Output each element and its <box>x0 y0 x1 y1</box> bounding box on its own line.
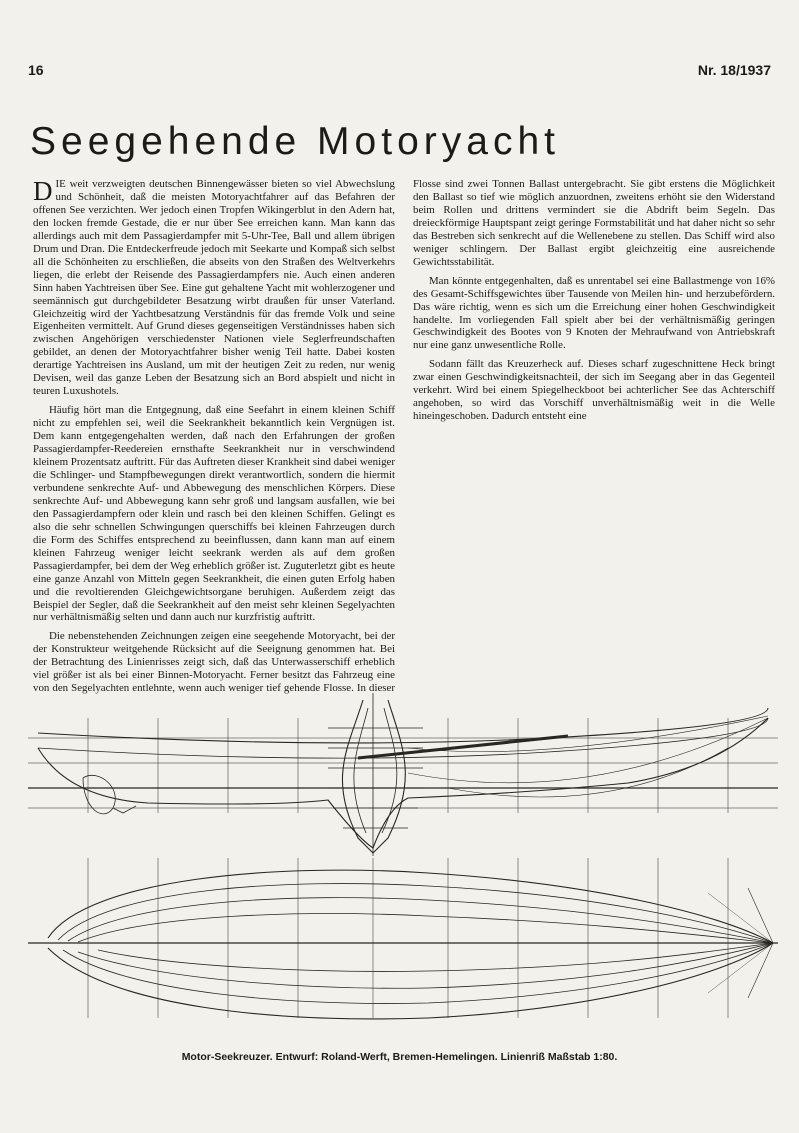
paragraph <box>33 178 395 398</box>
paragraph: Man könnte entgegenhalten, daß es unrentabel sei eine Ballastmenge von 16% des Gesamt-Schiffsgewichtes über Tausende von Meilen hin- und herzubefördern. Das wäre richtig, wenn es sich um die Erreichung einer hohen Geschwindigkeit handelte. Im vorliegenden Fall spielt aber bei der verhältnismäßig geringen Geschwindigkeit des Bootes von 9 Knoten der Mehraufwand von Antriebskraft nur eine ganz unwesentliche Rolle. <box>413 274 775 352</box>
article-title: Seegehende Motoryacht <box>30 120 560 163</box>
paragraph: Sodann fällt das Kreuzerheck auf. Dieses scharf zugeschnittene Heck bringt zwar einen Geschwindigkeitsnachteil, der sich im Seegang aber in das Gegenteil verkehrt. Wird bei einem Spiegelheckboot bei achterlicher See das Achterschiff angehoben, so wird das Vorschiff unverhältnismäßig weit in die Welle hineingeschoben. Dadurch entsteht eine <box>413 358 775 423</box>
page-number: 16 <box>28 62 44 78</box>
paragraph: Die nebenstehenden Zeichnungen zeigen eine seegehende Motoryacht, bei der der Konstrukteur weitgehende Rücksicht auf die Seeignung genommen hat. Bei der Betrachtung des Linienrisses zeigt sich, daß das Unterwasserschiff erheblich viel größer ist als bei einer Binnen-Motoryacht. Ferner besitzt das Fahrzeug eine von den Segelyachten entlehnte, wenn auch weniger tief gehende Flosse. In dieser Flosse sind zwei Tonnen Ballast untergebracht. Sie gibt erstens die Möglichkeit den Ballast so tief wie möglich anzuordnen, zweitens erhöht sie den Widerstand beim Rollen und drittens vermindert sie die Abdrift beim Segeln. Das dreieckförmige Hauptspant zeigt geringe Formstabilität und hat daher nicht so sehr das Bestreben sich senkrecht auf die Wellenebene zu stellen. Das Schiff wird also weniger schlingern. Der Ballast ergibt gleichzeitig eine ausreichende Gewichtsstabilität. <box>33 178 775 695</box>
article-body <box>33 178 775 698</box>
paragraph-text: IE weit verzweigten deutschen Binnengewässer bieten so viel Abwechslung und Schönheit, daß die meisten Motoryachtfahrer auf das Befahren der offenen See verzichten. Wer jedoch einen Tropfen Wikingerblut in den Adern hat, den locken fremde Gestade, die er nur über See erreichen kann. Man kann das allerdings auch mit dem Passagierdampfer mit 5-Uhr-Tee, Ball und allem übrigen Drum und Dran. Die Entdeckerfreude jedoch mit Seekarte und Kompaß sich selbst all die Schönheiten zu erschließen, die abseits von den Straßen des Weltverkehrs liegen, die erlebt der Reisende des Passagierdampfers nie. Auch einen anderen Sinn haben Yachtreisen über See. Eine gut gehaltene Yacht mit wohlerzogener und seemännisch gut durchgebildeter Besatzung wirbt draußen für unser Vaterland. Gleichzeitig wird der Yachtbesatzung Verständnis für das fremde Volk und seine Eigenheiten vermittelt. Auf Grund dieses gegenseitigen Verständnisses haben sich zwischen Angehörigen verschiedenster Nationen viele Seglerfreundschaften gebildet, an denen der Motoryachtfahrer bisher wenig Teil hatte. Dabei kosten derartige Yachtreisen ins Ausland, um mit der heutigen Zeit zu reden, nur wenig Devisen, weil das ganze Leben der Besatzung sich an Bord abspielt und nicht in teuren Luxushotels. <box>33 178 395 398</box>
paragraph: Häufig hört man die Entgegnung, daß eine Seefahrt in einem kleinen Schiff nicht zu empfehlen sei, weil die Seekrankheit bekanntlich kein Vergnügen ist. Dem kann entgegengehalten werden, daß nach den Erfahrungen der großen Passagierdampfer-Reedereien ernsthafte Seekrankheit nur in verschwindend kleinem Prozentsatz auftritt. Für das Auftreten dieser Krankheit sind dabei weniger die Schlinger- und Stampfbewegungen direkt verantwortlich, sondern die hiermit verbundene senkrechte Auf- und Abbewegung des menschlichen Körpers. Diese senkrechte Auf- und Abbewegung kann sehr groß und langsam ausfallen, wie bei den Passagierdampfern oder klein und rasch bei den kleinen Schiffen. Gelingt es also die sehr schnellen Schwingungen querschiffs bei kleinen Fahrzeugen durch die Form des Schiffes entsprechend zu beeinflussen, dann kann man auf einem kleinen Fahrzeug weniger leicht seekrank werden als auf dem großen Passagierdampfer, bei dem der Weg erheblich größer ist. Zuguterletzt gibt es heute eine ganze Anzahl von Mitteln gegen Seekrankheit, die einen guten Erfolg haben und die revoltierenden Gleichgewichtsorgane beruhigen. Außerdem zeigt das Beispiel der Segler, daß die Seekrankheit auf den meist sehr kleinen Segelyachten nur verhältnismäßig selten und dann auch nur kurzfristig auftritt. <box>33 404 396 624</box>
drop-cap: D <box>33 176 53 206</box>
issue-number: Nr. 18/1937 <box>697 62 771 78</box>
figure-caption: Motor-Seekreuzer. Entwurf: Roland-Werft, Bremen-Hemelingen. Linienriß Maßstab 1:80. <box>181 1051 618 1063</box>
hull-lines-drawing <box>28 688 778 1048</box>
